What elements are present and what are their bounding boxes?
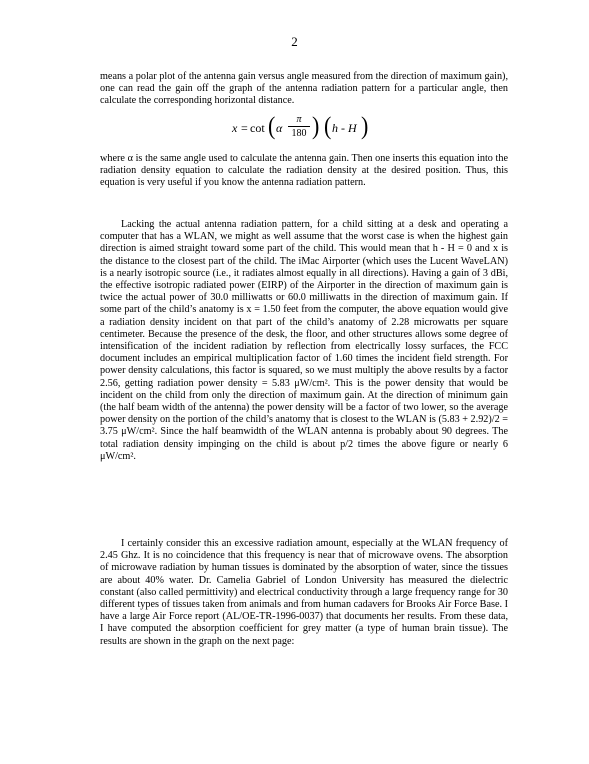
formula-right-paren-2: ) bbox=[361, 111, 369, 140]
distance-formula bbox=[232, 111, 372, 142]
formula-height-difference: h - H bbox=[332, 121, 357, 135]
formula-right-paren: ) bbox=[312, 111, 320, 140]
formula-denominator: 180 bbox=[291, 128, 307, 139]
paragraph-continuation: means a polar plot of the antenna gain versus angle measured from the direction of maximum gain), one can read the gain off the graph of the antenna radiation pattern for a particular angle, then calculate the corresponding horizontal distance. bbox=[100, 71, 508, 107]
formula-cot: cot bbox=[250, 121, 265, 135]
formula-left-paren-2: ( bbox=[324, 111, 332, 140]
formula-alpha: α bbox=[276, 121, 283, 135]
paragraph-where-alpha: where α is the same angle used to calculate the antenna gain. Then one inserts this equation into the radiation density equation to calculate the radiation density at the desired position. Thus, this equation is very useful if you know the antenna radiation pattern. bbox=[100, 153, 508, 189]
formula-fraction bbox=[288, 114, 310, 139]
formula-x: x bbox=[232, 121, 238, 135]
fraction-bar bbox=[288, 126, 310, 127]
page-number: 2 bbox=[291, 34, 298, 49]
formula-left-paren: ( bbox=[268, 111, 276, 140]
paragraph-worst-case: Lacking the actual antenna radiation pattern, for a child sitting at a desk and operating a computer that has a WLAN, we might as well assume that the worst case is when the highest gain direction is aimed straight toward some part of the child. This would mean that h - H = 0 and x is the distance to the closest part of the child. The iMac Airporter (which uses the Lucent WaveLAN) is a nearly isotropic source (i.e., it radiates almost equally in all directions). Having a gain of 3 dBi, the effective isotropic radiated power (EIRP) of the Airporter in the direction of maximum gain is twice the actual power of 30.0 milliwatts or 60.0 milliwatts in the direction of maximum gain. If some part of the child’s anatomy is x = 1.50 feet from the computer, the above equation would give a radiation density incident on that part of the child’s anatomy of 2.28 microwatts per square centimeter. Because the presence of the desk, the floor, and other structures allows some degree of intensification of the incident radiation by reflection from electrically lossy surfaces, the FCC document includes an empirical multiplication factor of 1.60 times the incident field strength. For power density calculations, this factor is squared, so we must multiply the above results by a factor 2.56, getting radiation power density = 5.83 μW/cm². This is the power density that would be incident on the child from only the direction of maximum gain. At the direction of minimum gain (the half beam width of the antenna) the power density will be a factor of two lower, so the average power density on the portion of the child’s anatomy that is closest to the WLAN is (5.83 + 2.92)/2 = 3.75 μW/cm². Since the half beamwidth of the WLAN antenna is probably about 90 degrees. The total radiation density impinging on the child is about p/2 times the above figure or nearly 6 μW/cm². bbox=[100, 219, 508, 462]
paragraph-excessive-radiation: I certainly consider this an excessive radiation amount, especially at the WLAN frequency of 2.45 Ghz. It is no coincidence that this frequency is near that of microwave ovens. The absorption of microwave radiation by human tissues is dominated by the absorption of water, since the tissues are about 40% water. Dr. Camelia Gabriel of London University has measured the dielectric constant (also called permittivity) and electrical conductivity through a large frequency range for 30 different types of tissues taken from animals and from human cadavers for Brooks Air Force Base. I have a large Air Force report (AL/OE-TR-1996-0037) that documents her results. From these data, I have computed the absorption coefficient for grey matter (a type of human brain tissue). The results are shown in the graph on the next page: bbox=[100, 538, 508, 647]
formula-pi: π bbox=[296, 114, 302, 125]
formula-equals: = bbox=[241, 121, 248, 135]
